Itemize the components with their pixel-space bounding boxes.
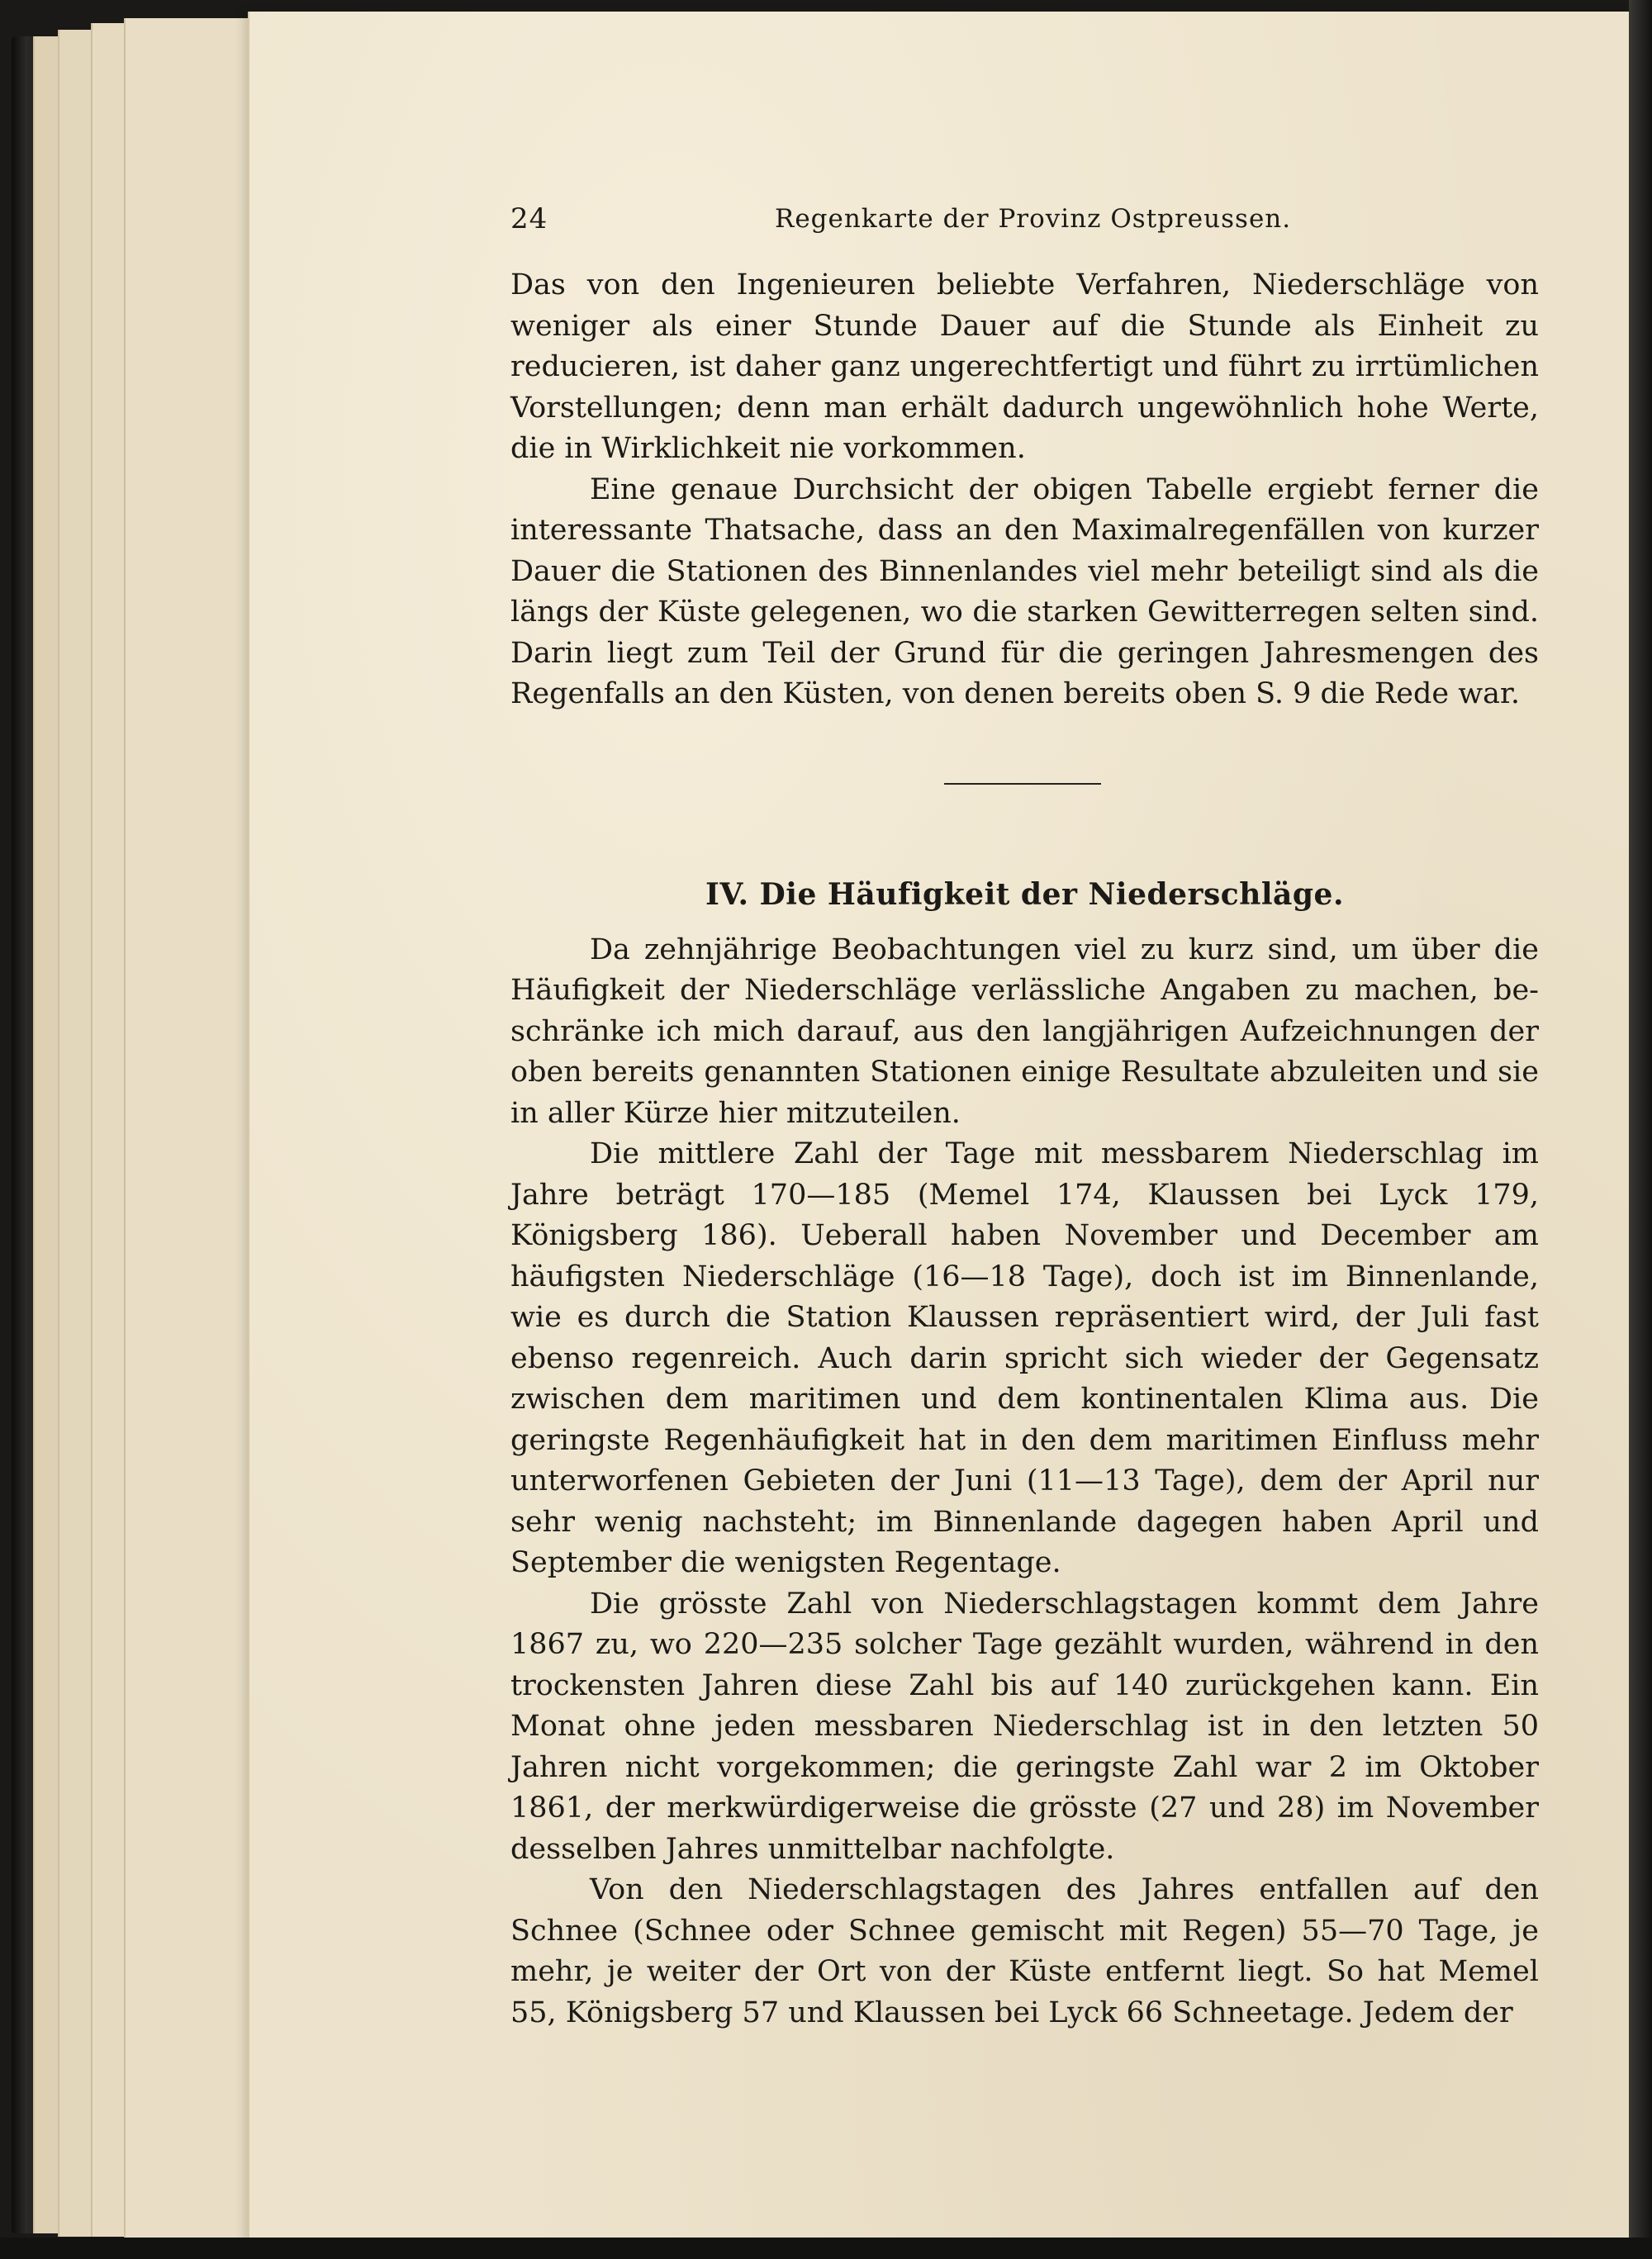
page-text	[510, 202, 1539, 2034]
section-heading: IV. Die Häufigkeit der Niederschläge.	[705, 876, 1344, 912]
section-divider-rule	[944, 783, 1101, 785]
paragraph: Da zehnjährige Beobachtungen viel zu kurz sind, um über die Häufigkeit der Niederschläge verlässliche Angaben zu machen, beschränke ich mich darauf, aus den langjährigen Aufzeichnungen der oben bereits genannten Stationen einige Resultate abzuleiten und sie in aller Kürze hier mitzuteilen.	[510, 933, 1539, 1130]
running-title: Regenkarte der Provinz Ostpreussen.	[775, 204, 1292, 234]
scan-border-bottom	[0, 2238, 1652, 2259]
paragraph: Von den Niederschlagstagen des Jahres entfallen auf den Schnee (Schnee oder Schnee gemischt mit Regen) 55—70 Tage, je mehr, je weiter der Ort von der Küste entfernt liegt. So hat Memel 55, Königsberg 57 und Klaussen bei Lyck 66 Schneetage. Jedem der	[510, 1873, 1539, 2029]
paragraph: Eine genaue Durchsicht der obigen Tabelle ergiebt ferner die interessante Thatsache, dass an den Maximalregenfällen von kurzer Dauer die Stationen des Binnenlandes viel mehr beteiligt sind als die längs der Küste gelegenen, wo die starken Gewitterregen selten sind. Darin liegt zum Teil der Grund für die geringen Jahresmengen des Regenfalls an den Küsten, von denen bereits oben S. 9 die Rede war.	[510, 472, 1539, 710]
paragraph: Das von den Ingenieuren beliebte Verfahren, Niederschläge von weniger als einer Stunde Dauer auf die Stunde als Einheit zu reducieren, ist daher ganz ungerechtfertigt und führt zu irrtümlichen Vorstellungen; denn man erhält dadurch ungewöhnlich hohe Werte, die in Wirklichkeit nie vorkommen.	[510, 268, 1539, 465]
paragraph: Die mittlere Zahl der Tage mit messbarem Niederschlag im Jahre beträgt 170—185 (Memel 174, Klaussen bei Lyck 179, Königsberg 186). Ueberall haben November und December am häufigsten Niederschläge (16—18 Tage), doch ist im Binnenlande, wie es durch die Station Klaussen repräsentiert wird, der Juli fast ebenso regenreich. Auch darin spricht sich wieder der Gegensatz zwischen dem maritimen und dem kontinentalen Klima aus. Die geringste Regenhäufigkeit hat in den dem maritimen Einfluss mehr unterworfenen Gebieten der Juni (11—13 Tage), dem der April nur sehr wenig nachsteht; im Binnenlande dagegen haben April und September die wenigsten Regentage.	[510, 1137, 1539, 1579]
page-number: 24	[510, 202, 548, 235]
running-head	[510, 202, 1539, 252]
paragraph: Die grösste Zahl von Niederschlagstagen kommt dem Jahre 1867 zu, wo 220—235 solcher Tage gezählt wurden, während in den trockensten Jahren diese Zahl bis auf 140 zurückgehen kann. Ein Monat ohne jeden messbaren Niederschlag ist in den letzten 50 Jahren nicht vorgekommen; die geringste Zahl war 2 im Oktober 1861, der merkwürdigerweise die grösste (27 und 28) im November desselben Jahres unmittelbar nachfolgte.	[510, 1587, 1539, 1866]
scan-border-right	[1629, 0, 1652, 2259]
